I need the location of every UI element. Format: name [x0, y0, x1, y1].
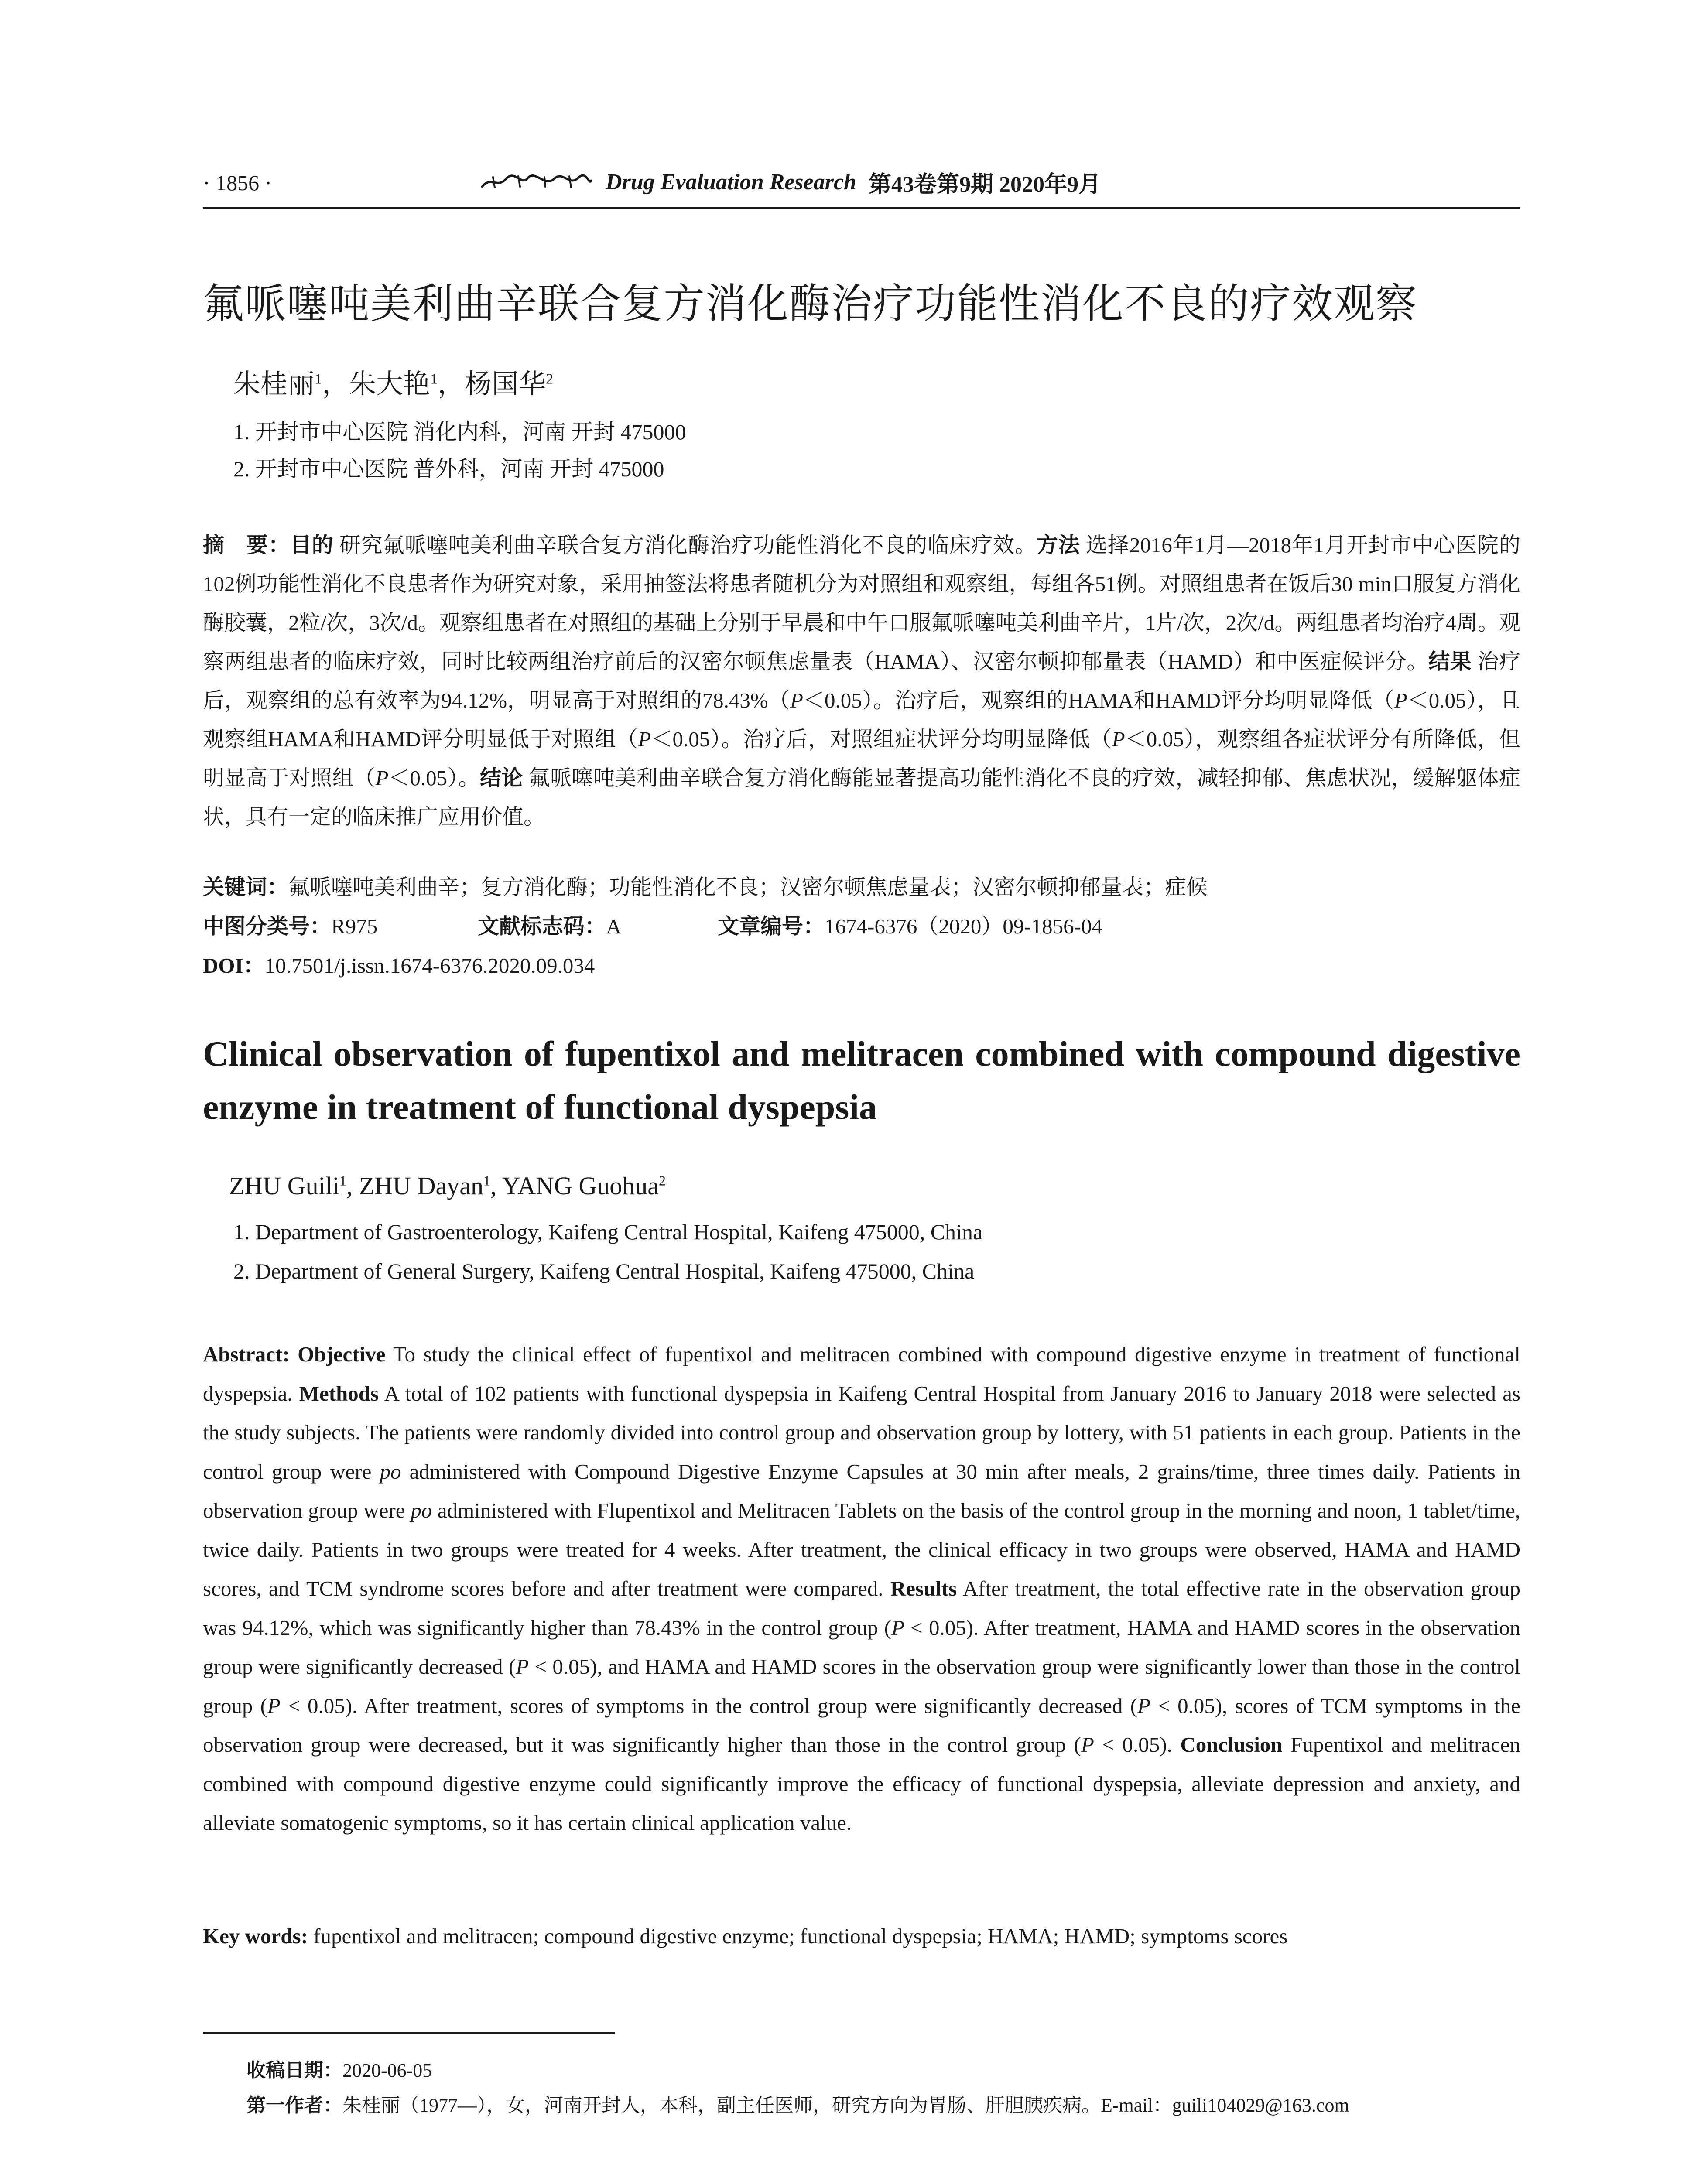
cn-affiliation-2: 2. 开封市中心医院 普外科，河南 开封 475000: [233, 457, 664, 481]
cn-author-name: 朱桂丽: [233, 369, 315, 399]
cn-conclusion-label: 结论: [479, 766, 523, 790]
en-methods-text: administered with Compound Digestive Enzyme Capsules at 30 min after meals, 2 grains/time, three times daily. Patients in observation group were: [203, 1459, 1521, 1522]
en-author-separator: ,: [490, 1172, 502, 1200]
en-abstract-label: Abstract:: [203, 1342, 290, 1366]
cn-article-no-label: 文章编号：: [718, 914, 825, 939]
p-symbol: P: [267, 1693, 281, 1718]
en-keywords-text: fupentixol and melitracen; compound digestive enzyme; functional dyspepsia; HAMA; HAMD; symptoms scores: [308, 1924, 1288, 1948]
en-keywords: [203, 1924, 1520, 1949]
cn-keywords-label: 关键词：: [203, 875, 289, 899]
journal-line: [480, 166, 1101, 198]
cn-author-separator: ，: [322, 369, 349, 399]
en-conclusion-text: Fupentixol and melitracen combined with compound digestive enzyme could significantly improve the efficacy of functional dyspepsia, alleviate depression and anxiety, and alleviate somatogenic symptoms, so it has certain clinical application value.: [203, 1733, 1521, 1835]
footnote-first-author: [246, 2089, 1349, 2117]
cn-authors: [233, 362, 553, 401]
cn-doc-code: [478, 909, 718, 940]
journal-issue: 第43卷第9期 2020年9月: [868, 172, 1101, 197]
en-affiliation-1: 1. Department of Gastroenterology, Kaifeng Central Hospital, Kaifeng 475000, China: [233, 1220, 983, 1244]
cn-classification-row: [203, 909, 1520, 940]
cn-clc: [203, 909, 478, 940]
en-author-separator: ,: [346, 1172, 359, 1200]
en-results-label: Results: [890, 1576, 957, 1600]
cn-author-separator: ，: [438, 369, 465, 399]
cn-title: 氟哌噻吨美利曲辛联合复方消化酶治疗功能性消化不良的疗效观察: [203, 280, 1418, 328]
cn-keywords-text: 氟哌噻吨美利曲辛；复方消化酶；功能性消化不良；汉密尔顿焦虑量表；汉密尔顿抑郁量表；症候: [288, 875, 1208, 899]
cn-author-aff: 2: [546, 371, 554, 387]
en-methods-text: administered with Flupentixol and Melitracen Tablets on the basis of the control group in the morning and noon, 1 tablet/time, twice daily. Patients in two groups were treated for 4 weeks. After treatment, the clinical efficacy in two groups were observed, HAMA and HAMD scores, and TCM syndrome scores before and after treatment were compared.: [203, 1498, 1520, 1600]
cn-results-text: ＜0.05）。治疗后，观察组的HAMA和HAMD评分均明显降低（: [803, 688, 1394, 712]
cn-article-no-value: 1674-6376（2020）09-1856-04: [825, 914, 1102, 938]
p-symbol: P: [790, 688, 803, 712]
page-number: · 1856 ·: [203, 171, 272, 195]
en-affiliation-2: 2. Department of General Surgery, Kaifeng Central Hospital, Kaifeng 475000, China: [233, 1259, 975, 1283]
cn-results-text: ＜0.05），且观察组HAMA和HAMD评分明显低于对照组（: [203, 688, 1520, 751]
en-methods-text: A total of 102 patients with functional dyspepsia in Kaifeng Central Hospital from January 2016 to January 2018 were selected as the study subjects. The patients were randomly divided into control group and observation group by lottery, with 51 patients in each group. Patients in the control group were: [203, 1381, 1520, 1484]
cn-clc-value: R975: [331, 914, 378, 938]
doi-label: DOI：: [203, 954, 265, 978]
po-term: po: [411, 1498, 432, 1522]
en-author-aff: 2: [659, 1173, 666, 1189]
p-symbol: P: [1081, 1733, 1094, 1757]
cn-conclusion-text: 氟哌噻吨美利曲辛联合复方消化酶能显著提高功能性消化不良的疗效，减轻抑郁、焦虑状况，缓解躯体症状，具有一定的临床推广应用价值。: [203, 766, 1520, 829]
cn-doc-code-label: 文献标志码：: [478, 914, 606, 939]
received-label: 收稿日期：: [246, 2059, 342, 2082]
cn-clc-label: 中图分类号：: [203, 914, 332, 939]
cn-keywords: [203, 870, 1208, 901]
cn-abstract-label: 摘 要：: [203, 533, 290, 557]
cn-author-name: 杨国华: [465, 369, 546, 399]
cn-doc-code-value: A: [606, 914, 622, 938]
p-symbol: P: [375, 766, 389, 790]
journal-title-en: Drug Evaluation Research: [606, 170, 856, 195]
first-author-info: 朱桂丽（1977—），女，河南开封人，本科，副主任医师，研究方向为胃肠、肝胆胰疾病。E-mail：guili104029@163.com: [342, 2095, 1349, 2116]
en-results-text: After treatment, the total effective rate in the observation group was 94.12%, which was significantly higher than 78.43% in the control group (: [203, 1576, 1520, 1640]
en-author-name: ZHU Guili: [229, 1172, 339, 1200]
p-symbol: P: [1394, 688, 1407, 712]
p-symbol: P: [1137, 1693, 1150, 1718]
doi: [203, 949, 595, 979]
cn-abstract: [203, 526, 1520, 836]
p-symbol: P: [891, 1615, 905, 1640]
cn-methods-label: 方法: [1036, 533, 1080, 557]
en-keywords-label: Key words:: [203, 1924, 308, 1948]
cn-results-text: ＜0.05）。: [388, 766, 480, 790]
en-author-aff: 1: [483, 1173, 490, 1189]
p-symbol: P: [516, 1655, 529, 1678]
en-abstract: [203, 1335, 1520, 1843]
en-results-text: < 0.05). After treatment, scores of symptoms in the control group were significantly decreased (: [280, 1693, 1138, 1718]
en-author-name: YANG Guohua: [502, 1172, 659, 1200]
en-results-text: < 0.05), and HAMA and HAMD scores in the observation group were significantly lower than those in the control group (: [203, 1655, 1520, 1718]
cn-author-name: 朱大艳: [349, 369, 431, 399]
en-objective-text: To study the clinical effect of fupentixol and melitracen combined with compound digestive enzyme in treatment of functional dyspepsia.: [203, 1342, 1521, 1405]
cn-results-text: 治疗后，观察组的总有效率为94.12%，明显高于对照组的78.43%（: [203, 650, 1520, 712]
cn-results-label: 结果: [1428, 649, 1472, 674]
running-header: [203, 161, 1520, 209]
footnote-received: [246, 2055, 432, 2082]
cn-author-aff: 1: [315, 371, 322, 387]
cn-objective-text: 研究氟哌噻吨美利曲辛联合复方消化酶治疗功能性消化不良的临床疗效。: [333, 533, 1037, 557]
en-results-text: < 0.05), scores of TCM symptoms in the observation group were decreased, but it was significantly higher than those in the control group (: [203, 1693, 1520, 1757]
cn-results-text: ＜0.05）。治疗后，对照组症状评分均明显降低（: [651, 727, 1112, 751]
en-methods-label: Methods: [299, 1381, 379, 1405]
cn-results-text: ＜0.05），观察组各症状评分有所降低，但明显高于对照组（: [203, 727, 1520, 790]
en-authors: [229, 1171, 666, 1200]
doi-value: 10.7501/j.issn.1674-6376.2020.09.034: [264, 954, 595, 978]
cn-author-aff: 1: [430, 371, 438, 387]
en-objective-label: Objective: [298, 1342, 386, 1366]
en-results-text: < 0.05).: [1094, 1733, 1181, 1757]
cn-objective-label: 目的: [290, 533, 334, 557]
po-term: po: [380, 1459, 401, 1484]
en-author-name: ZHU Dayan: [359, 1172, 483, 1200]
en-results-text: < 0.05). After treatment, HAMA and HAMD scores in the observation group were significantly decreased (: [203, 1615, 1520, 1678]
en-title: Clinical observation of fupentixol and melitracen combined with compound digestive enzyme in treatment of functional dyspepsia: [203, 1034, 1520, 1127]
en-author-aff: 1: [339, 1173, 346, 1189]
p-symbol: P: [1112, 727, 1125, 751]
cn-article-no: [718, 909, 1102, 940]
journal-logo: [480, 174, 593, 191]
cn-methods-text: 选择2016年1月—2018年1月开封市中心医院的102例功能性消化不良患者作为研究对象，采用抽签法将患者随机分为对照组和观察组，每组各51例。对照组患者在饭后30 min口服复方消化酶胶囊，2粒/次，3次/d。观察组患者在对照组的基础上分别于早晨和中午口服氟哌噻吨美利曲辛片，1片/次，2次/d。两组患者均治疗4周。观察两组患者的临床疗效，同时比较两组治疗前后的汉密尔顿焦虑量表（HAMA）、汉密尔顿抑郁量表（HAMD）和中医症候评分。: [203, 533, 1520, 673]
en-conclusion-label: Conclusion: [1180, 1733, 1283, 1757]
p-symbol: P: [638, 727, 651, 751]
footnote-rule: [203, 2032, 615, 2034]
first-author-label: 第一作者：: [246, 2094, 342, 2116]
cn-affiliation-1: 1. 开封市中心医院 消化内科，河南 开封 475000: [233, 420, 686, 444]
received-date: 2020-06-05: [342, 2060, 432, 2081]
